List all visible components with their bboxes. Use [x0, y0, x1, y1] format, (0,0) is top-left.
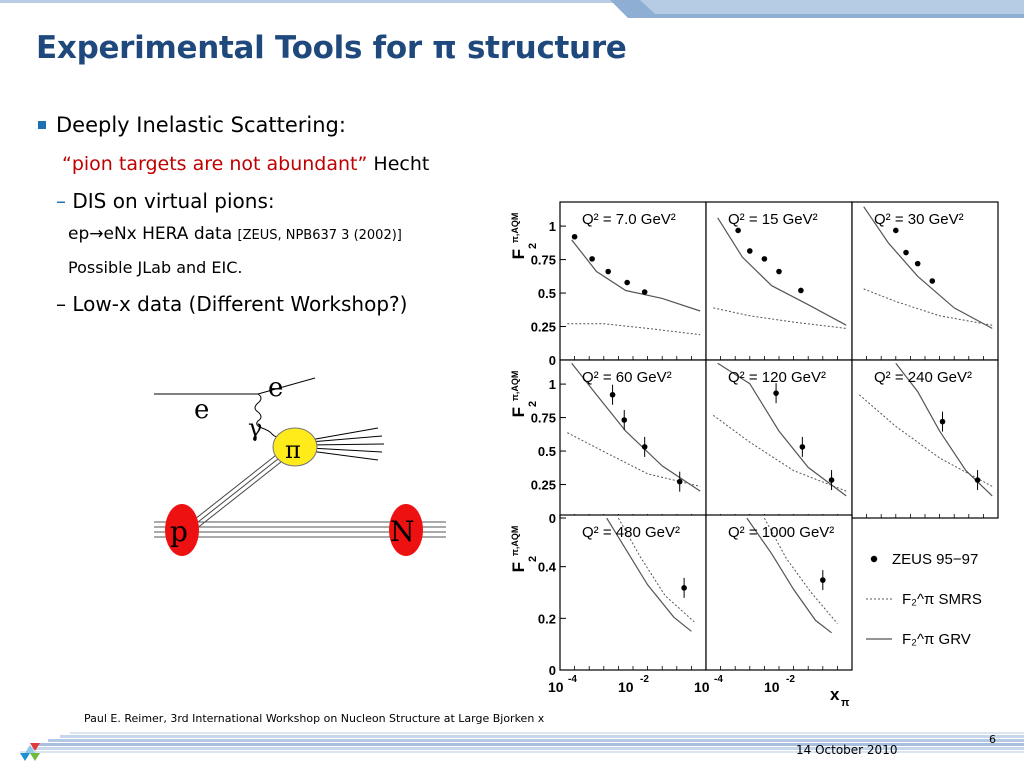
x-tick-label: 10 — [548, 679, 564, 695]
quote-author: Hecht — [373, 153, 430, 175]
data-point — [735, 228, 741, 234]
page-title: Experimental Tools for π structure — [36, 30, 627, 66]
y-label-sup: π,AQM — [510, 370, 520, 401]
y-label-sub: 2 — [527, 242, 539, 249]
y-tick-label: 0.4 — [537, 559, 556, 575]
zeus-f2-figure — [506, 196, 1018, 706]
sub-bullet-low-x: – Low-x data (Different Workshop?) — [56, 292, 408, 316]
data-point — [893, 228, 899, 234]
y-label-sup: π,AQM — [510, 525, 520, 556]
quote-text: “pion targets are not abundant” — [62, 153, 368, 175]
x-axis-label: x — [830, 685, 840, 704]
data-point — [572, 234, 578, 240]
panel-label-3: Q² = 30 GeV² — [874, 211, 964, 228]
y-tick-label: 0.75 — [530, 410, 556, 426]
x-tick-label: 10 — [618, 679, 634, 695]
pion-exchange-lines — [190, 452, 286, 529]
y-tick-label: 0 — [548, 511, 556, 526]
quote-line — [62, 153, 429, 175]
label-e-in: e — [194, 395, 210, 425]
square-bullet-icon — [38, 121, 46, 129]
panel-label-5: Q² = 120 GeV² — [728, 369, 826, 386]
panel-label-6: Q² = 240 GeV² — [874, 369, 972, 386]
legend-label-grv: F₂^π GRV — [902, 631, 971, 648]
legend-marker-zeus — [871, 556, 877, 562]
page-number: 6 — [989, 733, 996, 746]
panel-label-1: Q² = 7.0 GeV² — [582, 211, 676, 228]
pion-fragments — [310, 428, 384, 460]
data-point — [605, 269, 611, 275]
sub-bullet-virtual-pions: – DIS on virtual pions: — [56, 189, 275, 213]
x-tick-label: 10 — [694, 679, 710, 695]
y-tick-label: 1 — [548, 219, 556, 235]
label-N: N — [390, 515, 415, 548]
data-point — [930, 278, 936, 284]
y-axis-label — [509, 526, 539, 573]
dash-bullet: – — [56, 189, 66, 213]
data-point — [747, 248, 753, 254]
y-tick-label: 0.5 — [537, 444, 556, 460]
data-point — [903, 250, 909, 256]
legend-label-zeus: ZEUS 95−97 — [892, 551, 979, 568]
label-gamma: γ — [248, 414, 263, 442]
footer-text: Paul E. Reimer, 3rd International Workshop on Nucleon Structure at Large Bjorken x — [84, 712, 545, 725]
panel-label-8: Q² = 1000 GeV² — [728, 524, 835, 541]
data-point — [776, 269, 782, 275]
label-e-out: e — [268, 373, 284, 403]
jlab-eic-line: Possible JLab and EIC. — [68, 258, 243, 277]
x-tick-exp: -4 — [714, 674, 723, 685]
x-tick-exp: -2 — [640, 674, 649, 685]
data-point — [642, 289, 648, 295]
y-tick-label: 0.5 — [537, 286, 556, 302]
feynman-diagram — [150, 360, 450, 560]
legend-label-smrs: F₂^π SMRS — [902, 591, 982, 608]
y-tick-label: 0 — [548, 353, 556, 368]
y-label-main: F — [509, 407, 528, 418]
y-label-main: F — [509, 249, 528, 260]
y-tick-label: 1 — [548, 377, 556, 393]
top-band — [0, 0, 1024, 22]
y-tick-label: 0.25 — [530, 477, 556, 493]
data-point — [589, 256, 595, 262]
y-label-sub: 2 — [527, 400, 539, 407]
zeus-reference: [ZEUS, NPB637 3 (2002)] — [237, 228, 402, 243]
data-point — [762, 256, 768, 262]
y-label-sub: 2 — [527, 555, 539, 562]
x-axis-label-sub: π — [841, 697, 850, 706]
y-tick-label: 0.2 — [537, 611, 556, 627]
data-point — [624, 280, 630, 286]
label-pi: π — [285, 436, 301, 464]
bullet-dis: Deeply Inelastic Scattering: — [38, 113, 346, 137]
data-point — [798, 288, 804, 294]
y-label-main: F — [509, 562, 528, 573]
panel-label-2: Q² = 15 GeV² — [728, 211, 818, 228]
y-label-sup: π,AQM — [510, 212, 520, 243]
label-p: p — [170, 515, 188, 548]
panel-label-7: Q² = 480 GeV² — [582, 524, 680, 541]
hera-line: ep→eNx HERA data [ZEUS, NPB637 3 (2002)] — [68, 224, 402, 244]
panel-label-4: Q² = 60 GeV² — [582, 369, 672, 386]
y-tick-label: 0.75 — [530, 252, 556, 268]
x-tick-label: 10 — [764, 679, 780, 695]
outgoing-electron-line — [258, 378, 315, 394]
x-tick-exp: -4 — [568, 674, 577, 685]
footer-date: 14 October 2010 — [796, 743, 898, 757]
y-tick-label: 0 — [548, 663, 556, 678]
x-tick-exp: -2 — [786, 674, 795, 685]
data-point — [915, 261, 921, 267]
dash-bullet: – — [56, 292, 66, 316]
y-tick-label: 0.25 — [530, 319, 556, 335]
